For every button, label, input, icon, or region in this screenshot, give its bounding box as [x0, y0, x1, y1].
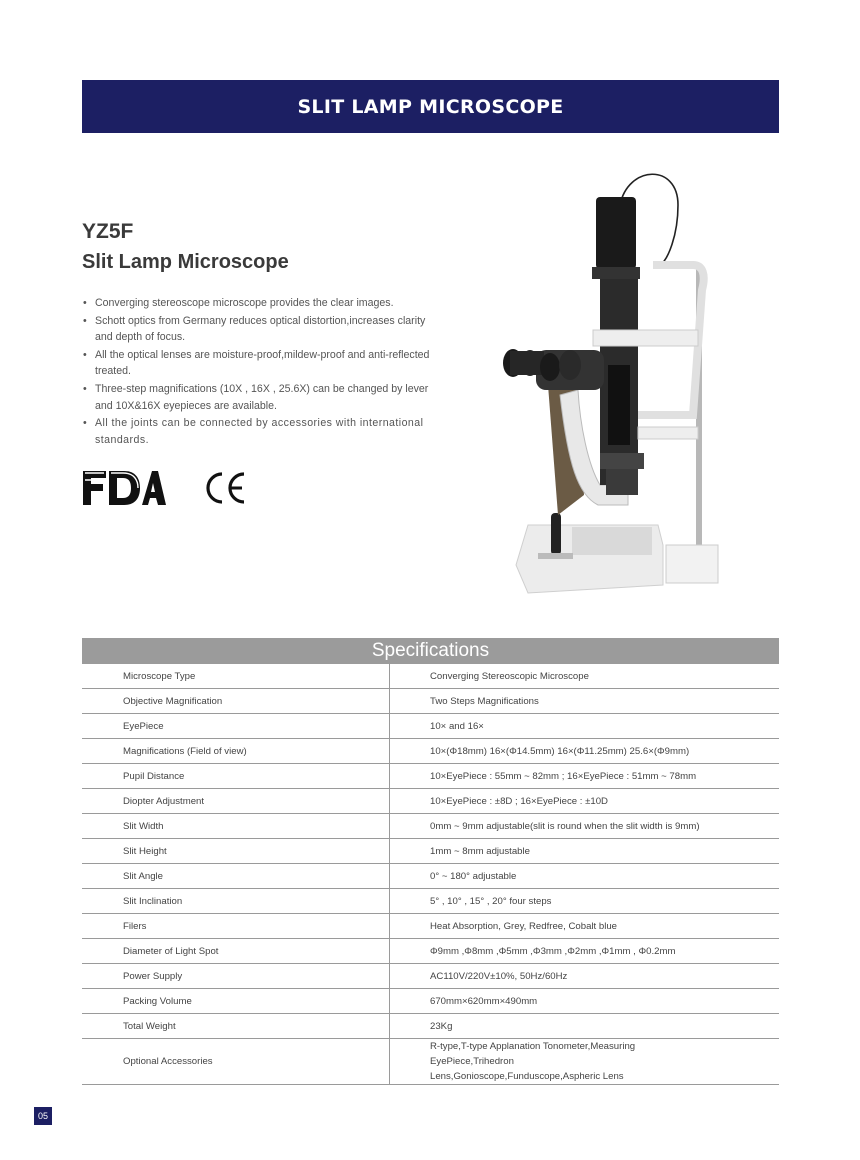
feature-item: • All the joints can be connected by accessories with international standards.	[82, 415, 438, 448]
spec-label: Filers	[82, 914, 390, 939]
certification-logos	[82, 470, 252, 510]
fda-logo-icon	[82, 470, 166, 506]
spec-value: 10× and 16×	[390, 714, 780, 739]
slit-lamp-product-image	[488, 165, 738, 605]
table-row	[82, 914, 779, 939]
spec-value: 5° , 10° , 15° , 20° four steps	[390, 889, 780, 914]
table-row	[82, 739, 779, 764]
spec-value: 10×EyePiece : ±8D ; 16×EyePiece : ±10D	[390, 789, 780, 814]
feature-item: • Converging stereoscope microscope provides the clear images.	[82, 295, 438, 312]
table-row	[82, 939, 779, 964]
spec-value: 10×EyePiece : 55mm ~ 82mm ; 16×EyePiece : 51mm ~ 78mm	[390, 764, 780, 789]
table-row	[82, 764, 779, 789]
spec-label: Total Weight	[82, 1014, 390, 1039]
table-row	[82, 789, 779, 814]
spec-label: Magnifications (Field of view)	[82, 739, 390, 764]
specifications-title: Specifications	[371, 640, 490, 661]
spec-label: Diameter of Light Spot	[82, 939, 390, 964]
spec-value: R-type,T-type Applanation Tonometer,Measuring EyePiece,Trihedron Lens,Gonioscope,Funduscope,Aspheric Lens	[390, 1039, 780, 1085]
ce-mark-icon	[202, 470, 248, 506]
spec-label: Slit Height	[82, 839, 390, 864]
page-title-banner	[82, 80, 779, 133]
table-row	[82, 689, 779, 714]
table-row	[82, 1039, 779, 1085]
product-name: Slit Lamp Microscope	[82, 251, 289, 273]
table-row	[82, 889, 779, 914]
spec-label: Slit Angle	[82, 864, 390, 889]
spec-value: Heat Absorption, Grey, Redfree, Cobalt blue	[390, 914, 780, 939]
spec-value: Φ9mm ,Φ8mm ,Φ5mm ,Φ3mm ,Φ2mm ,Φ1mm , Φ0.2mm	[390, 939, 780, 964]
table-row	[82, 664, 779, 689]
spec-value: Two Steps Magnifications	[390, 689, 780, 714]
table-row	[82, 1014, 779, 1039]
spec-label: Slit Width	[82, 814, 390, 839]
spec-label: Slit Inclination	[82, 889, 390, 914]
spec-label: Optional Accessories	[82, 1039, 390, 1085]
spec-label: Power Supply	[82, 964, 390, 989]
table-row	[82, 714, 779, 739]
spec-value: 0° ~ 180° adjustable	[390, 864, 780, 889]
specifications-table	[82, 664, 779, 1085]
spec-label: Microscope Type	[82, 664, 390, 689]
product-model: YZ5F	[82, 220, 134, 243]
table-row	[82, 964, 779, 989]
feature-item: • All the optical lenses are moisture-proof,mildew-proof and anti-reflected treated.	[82, 347, 438, 380]
spec-value: Converging Stereoscopic Microscope	[390, 664, 780, 689]
specifications-header	[82, 638, 779, 664]
table-row	[82, 839, 779, 864]
feature-item: • Three-step magnifications (10X , 16X , 25.6X) can be changed by lever and 10X&16X eyepieces are available.	[82, 381, 438, 414]
page-number: 05	[34, 1107, 52, 1125]
table-row	[82, 814, 779, 839]
spec-value: 670mm×620mm×490mm	[390, 989, 780, 1014]
spec-label: Pupil Distance	[82, 764, 390, 789]
feature-list	[82, 295, 438, 449]
feature-item: • Schott optics from Germany reduces optical distortion,increases clarity and depth of focus.	[82, 313, 438, 346]
spec-value: 23Kg	[390, 1014, 780, 1039]
table-row	[82, 989, 779, 1014]
spec-value: 0mm ~ 9mm adjustable(slit is round when the slit width is 9mm)	[390, 814, 780, 839]
spec-value: AC110V/220V±10%, 50Hz/60Hz	[390, 964, 780, 989]
spec-value: 10×(Φ18mm) 16×(Φ14.5mm) 16×(Φ11.25mm) 25.6×(Φ9mm)	[390, 739, 780, 764]
page-title: SLIT LAMP MICROSCOPE	[297, 95, 564, 118]
spec-value: 1mm ~ 8mm adjustable	[390, 839, 780, 864]
spec-label: Diopter Adjustment	[82, 789, 390, 814]
table-row	[82, 864, 779, 889]
spec-label: Packing Volume	[82, 989, 390, 1014]
spec-label: EyePiece	[82, 714, 390, 739]
spec-label: Objective Magnification	[82, 689, 390, 714]
